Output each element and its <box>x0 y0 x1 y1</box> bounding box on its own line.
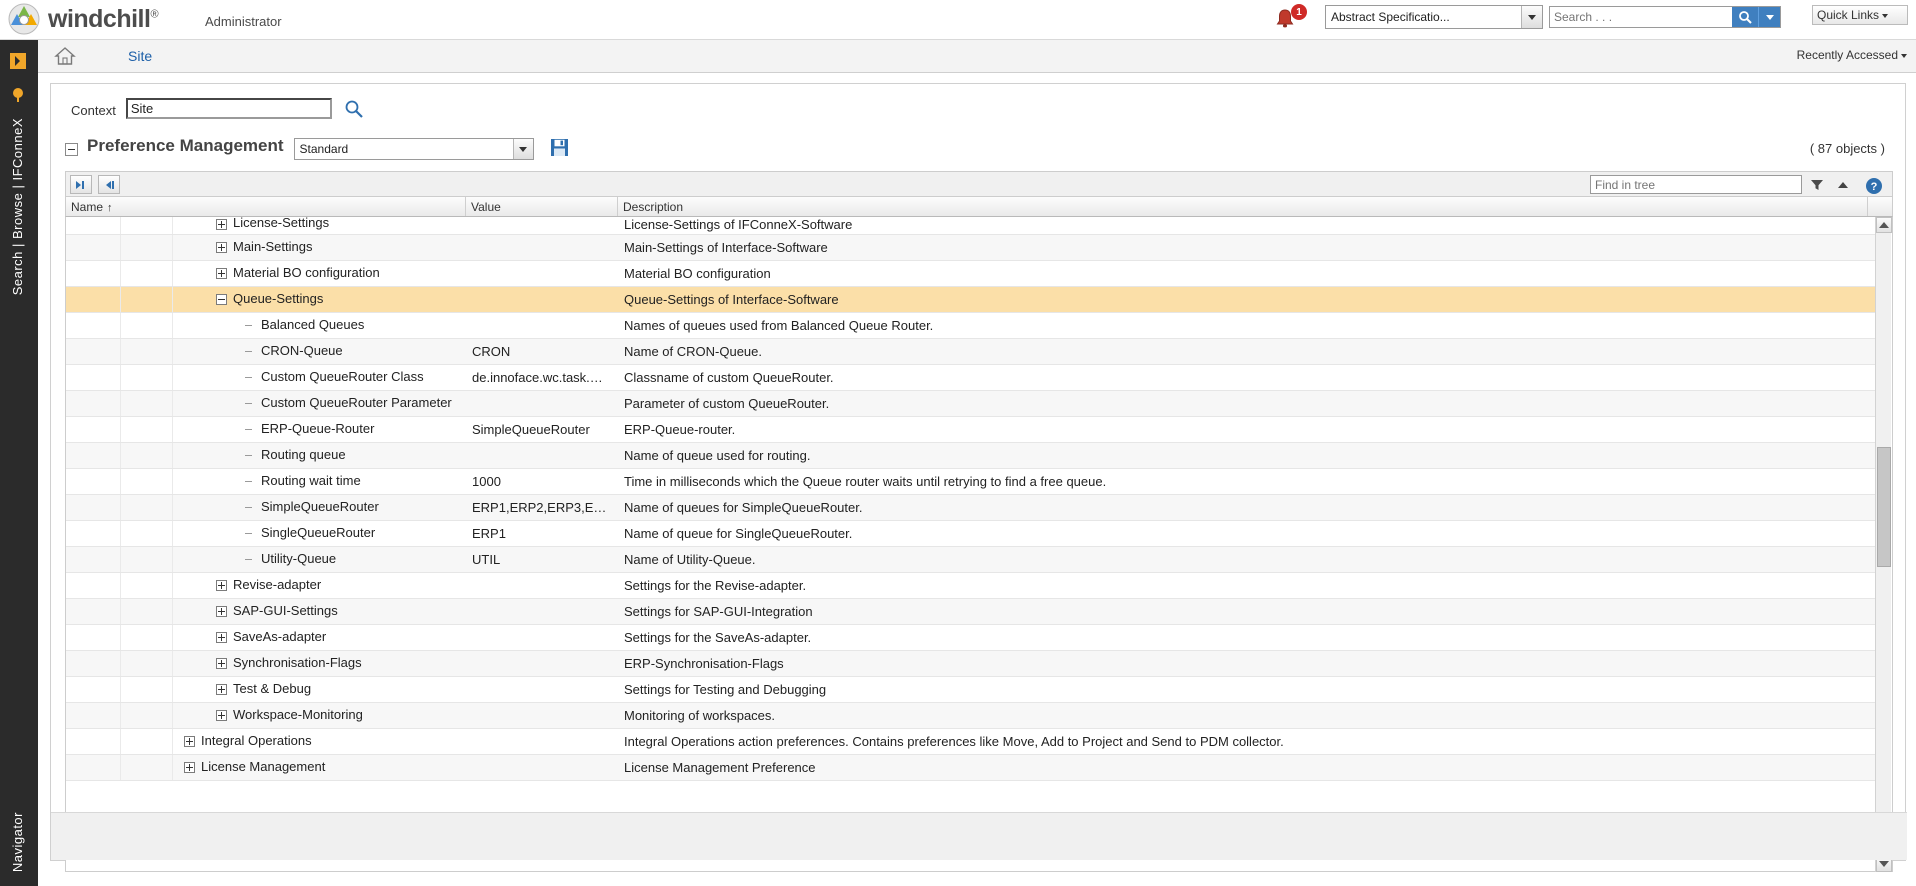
tree-node-label[interactable]: Utility-Queue <box>261 551 337 566</box>
row-gutter <box>121 391 173 416</box>
cell-description: Integral Operations action preferences. Contains preferences like Move, Add to Project and Send to PDM collector. <box>624 734 1284 749</box>
table-row[interactable] <box>66 703 1876 729</box>
column-header-value[interactable]: Value <box>466 197 618 216</box>
row-gutter <box>66 339 121 364</box>
row-gutter <box>66 443 121 468</box>
cell-description: Settings for the SaveAs-adapter. <box>624 630 812 645</box>
cell-value <box>466 703 618 728</box>
cell-description: Settings for Testing and Debugging <box>624 682 827 697</box>
recently-accessed-button[interactable] <box>1796 47 1908 63</box>
row-gutter <box>121 703 173 728</box>
tree-leaf-icon <box>245 429 252 430</box>
notifications-button[interactable] <box>1272 6 1302 36</box>
row-gutter <box>121 365 173 390</box>
row-gutter <box>66 287 121 312</box>
table-row[interactable] <box>66 729 1876 755</box>
save-icon[interactable] <box>550 138 569 160</box>
filter-icon[interactable] <box>1808 176 1826 194</box>
cell-value <box>466 599 618 624</box>
cell-value <box>466 261 618 286</box>
table-row[interactable] <box>66 521 1876 547</box>
cell-value <box>466 235 618 260</box>
table-row[interactable] <box>66 651 1876 677</box>
table-row[interactable] <box>66 599 1876 625</box>
column-header-name[interactable]: Name ↑ <box>66 197 466 216</box>
svg-text:?: ? <box>1870 181 1878 193</box>
tree-leaf-icon <box>245 455 252 456</box>
tree-node-label[interactable]: ERP-Queue-Router <box>261 421 375 436</box>
tree-vertical-scrollbar[interactable] <box>1875 217 1891 872</box>
cell-description: Settings for SAP-GUI-Integration <box>624 604 813 619</box>
tree-node-label[interactable]: License-Settings <box>233 217 330 230</box>
cell-value <box>466 391 618 416</box>
chevron-down-icon[interactable] <box>513 139 533 159</box>
row-gutter <box>121 417 173 442</box>
tree-node-label[interactable]: Routing wait time <box>261 473 361 488</box>
top-bar <box>0 0 1916 40</box>
row-gutter <box>66 625 121 650</box>
row-gutter <box>121 339 173 364</box>
cell-value: ERP1 <box>472 526 506 541</box>
tree-collapse-icon[interactable] <box>216 294 227 305</box>
cell-value <box>466 287 618 312</box>
help-icon[interactable] <box>1864 176 1884 196</box>
table-row[interactable] <box>66 495 1876 521</box>
cell-value <box>466 625 618 650</box>
tree-expand-icon[interactable] <box>216 268 227 279</box>
cell-value: ERP1,ERP2,ERP3,E… <box>472 500 607 515</box>
table-row[interactable] <box>66 469 1876 495</box>
table-row[interactable] <box>66 547 1876 573</box>
tree-expand-icon[interactable] <box>216 684 227 695</box>
tree-expand-icon[interactable] <box>216 632 227 643</box>
context-search-icon[interactable] <box>344 99 364 122</box>
tree-leaf-icon <box>245 377 252 378</box>
profile-dropdown[interactable] <box>294 138 534 160</box>
left-rail <box>0 40 38 886</box>
cell-value: de.innoface.wc.task.… <box>472 370 603 385</box>
context-row <box>71 98 364 122</box>
collapse-all-icon[interactable] <box>98 175 120 194</box>
row-gutter <box>121 625 173 650</box>
windchill-logo-icon <box>8 3 40 35</box>
user-role-label: Administrator <box>205 14 282 29</box>
cell-value <box>466 677 618 702</box>
preference-management-page <box>50 83 1906 861</box>
tree-node-label[interactable]: Revise-adapter <box>233 577 322 592</box>
scroll-up-button[interactable] <box>1876 217 1892 233</box>
row-gutter <box>66 235 121 260</box>
cell-value <box>466 755 618 780</box>
column-header-description[interactable]: Description <box>618 197 1868 216</box>
row-gutter <box>121 521 173 546</box>
tree-expand-icon[interactable] <box>216 219 227 230</box>
cell-description: Monitoring of workspaces. <box>624 708 776 723</box>
row-gutter <box>66 391 121 416</box>
windchill-logo[interactable] <box>8 3 158 35</box>
context-input[interactable] <box>126 98 332 119</box>
object-count: ( 87 objects ) <box>1809 141 1885 156</box>
table-row[interactable] <box>66 391 1876 417</box>
cell-value: CRON <box>472 344 511 359</box>
row-gutter <box>121 547 173 572</box>
tree-leaf-icon <box>245 325 252 326</box>
column-header-extra <box>1868 197 1894 216</box>
row-gutter <box>66 755 121 780</box>
triangle-up-icon[interactable] <box>1834 176 1852 194</box>
tree-node-label[interactable]: Main-Settings <box>233 239 313 254</box>
quick-links-label: Quick Links <box>1817 8 1880 22</box>
tree-node-label[interactable]: SAP-GUI-Settings <box>233 603 338 618</box>
cell-value <box>466 729 618 754</box>
tree-leaf-icon <box>245 481 252 482</box>
context-dropdown-value: Abstract Specificatio... <box>1331 10 1450 24</box>
table-row[interactable] <box>66 417 1876 443</box>
tree-expand-icon[interactable] <box>216 242 227 253</box>
tree-node-label[interactable]: SingleQueueRouter <box>261 525 376 540</box>
panel-collapse-toggle[interactable] <box>65 143 78 156</box>
cell-description: ERP-Queue-router. <box>624 422 736 437</box>
row-gutter <box>121 677 173 702</box>
expand-all-icon[interactable] <box>70 175 92 194</box>
tree-leaf-icon <box>245 403 252 404</box>
row-gutter <box>121 651 173 676</box>
quick-links-button[interactable] <box>1812 5 1908 25</box>
table-row[interactable] <box>66 313 1876 339</box>
cell-description: Name of queues for SimpleQueueRouter. <box>624 500 863 515</box>
row-gutter <box>121 495 173 520</box>
scrollbar-thumb[interactable] <box>1877 447 1891 567</box>
row-gutter <box>121 443 173 468</box>
find-in-tree-field[interactable] <box>1590 175 1802 194</box>
table-row[interactable] <box>66 573 1876 599</box>
row-gutter <box>121 599 173 624</box>
row-gutter <box>121 287 173 312</box>
table-row[interactable] <box>66 443 1876 469</box>
search-input[interactable] <box>1550 7 1728 27</box>
row-gutter <box>66 703 121 728</box>
table-row[interactable] <box>66 235 1876 261</box>
tree-node-label[interactable]: Test & Debug <box>233 681 312 696</box>
table-row[interactable] <box>66 755 1876 781</box>
row-gutter <box>66 261 121 286</box>
tree-expand-icon[interactable] <box>184 736 195 747</box>
tree-node-label[interactable]: Balanced Queues <box>261 317 365 332</box>
row-gutter <box>66 599 121 624</box>
row-gutter <box>66 417 121 442</box>
table-row[interactable] <box>66 677 1876 703</box>
rail-label-navigator[interactable]: Navigator <box>10 811 25 872</box>
cell-value <box>466 651 618 676</box>
profile-dropdown-value: Standard <box>299 142 349 156</box>
tree-expand-icon[interactable] <box>216 580 227 591</box>
tree-node-label[interactable]: SaveAs-adapter <box>233 629 327 644</box>
search-options-chevron-down-icon[interactable] <box>1758 7 1780 27</box>
breadcrumb-site-link[interactable]: Site <box>128 48 153 64</box>
table-row[interactable] <box>66 261 1876 287</box>
context-label: Context <box>71 103 116 118</box>
tree-node-label[interactable]: Material BO configuration <box>233 265 380 280</box>
cell-description: Names of queues used from Balanced Queue Router. <box>624 318 934 333</box>
tree-leaf-icon <box>245 533 252 534</box>
pin-icon[interactable] <box>4 82 32 108</box>
row-gutter <box>121 313 173 338</box>
cell-value: UTIL <box>472 552 501 567</box>
table-row[interactable] <box>66 287 1876 313</box>
tree-leaf-icon <box>245 559 252 560</box>
cell-description: License Management Preference <box>624 760 816 775</box>
cell-value: SimpleQueueRouter <box>472 422 590 437</box>
tree-node-label[interactable]: SimpleQueueRouter <box>261 499 379 514</box>
row-gutter <box>66 547 121 572</box>
cell-description: Time in milliseconds which the Queue router waits until retrying to find a free queue. <box>624 474 1107 489</box>
tree-expand-icon[interactable] <box>216 658 227 669</box>
row-gutter <box>66 677 121 702</box>
cell-description: ERP-Synchronisation-Flags <box>624 656 784 671</box>
find-in-tree-input[interactable] <box>1591 176 1795 193</box>
cell-description: Name of Utility-Queue. <box>624 552 756 567</box>
page-title: Preference Management <box>87 136 284 155</box>
cell-value <box>466 443 618 468</box>
row-gutter <box>66 313 121 338</box>
row-gutter <box>121 469 173 494</box>
cell-description: Main-Settings of Interface-Software <box>624 240 828 255</box>
row-gutter <box>66 365 121 390</box>
cell-value <box>466 573 618 598</box>
cell-description: Name of CRON-Queue. <box>624 344 762 359</box>
row-gutter <box>121 729 173 754</box>
row-gutter <box>66 469 121 494</box>
cell-description: Classname of custom QueueRouter. <box>624 370 834 385</box>
tree-node-label[interactable]: License Management <box>201 759 326 774</box>
row-gutter <box>121 573 173 598</box>
cell-value <box>466 313 618 338</box>
table-row[interactable] <box>66 365 1876 391</box>
notification-count-badge: 1 <box>1291 4 1307 20</box>
search-icon[interactable] <box>1732 7 1758 27</box>
cell-description: License-Settings of IFConneX-Software <box>624 217 853 232</box>
row-gutter <box>121 217 173 235</box>
tree-node-label[interactable]: CRON-Queue <box>261 343 343 358</box>
cell-description: Parameter of custom QueueRouter. <box>624 396 830 411</box>
tree-node-label[interactable]: Custom QueueRouter Class <box>261 369 424 384</box>
global-search[interactable] <box>1549 6 1781 28</box>
cell-description: Settings for the Revise-adapter. <box>624 578 807 593</box>
recently-accessed-label: Recently Accessed <box>1796 48 1898 62</box>
table-row[interactable] <box>66 625 1876 651</box>
tree-leaf-icon <box>245 351 252 352</box>
cell-description: Name of queue used for routing. <box>624 448 811 463</box>
row-gutter <box>66 521 121 546</box>
tree-node-label[interactable]: Queue-Settings <box>233 291 324 306</box>
preference-management-header <box>65 136 569 164</box>
home-icon[interactable] <box>54 46 76 66</box>
tree-node-label[interactable]: Synchronisation-Flags <box>233 655 362 670</box>
tree-expand-icon[interactable] <box>216 710 227 721</box>
row-gutter <box>121 755 173 780</box>
cell-description: Material BO configuration <box>624 266 771 281</box>
table-header <box>65 197 1893 217</box>
row-gutter <box>66 729 121 754</box>
cell-value <box>466 217 618 235</box>
row-gutter <box>121 261 173 286</box>
chevron-down-icon[interactable] <box>1521 6 1542 28</box>
tree-node-label[interactable]: Integral Operations <box>201 733 312 748</box>
tree-expand-icon[interactable] <box>216 606 227 617</box>
row-gutter <box>66 217 121 235</box>
tree-node-label[interactable]: Workspace-Monitoring <box>233 707 363 722</box>
tree-toolbar <box>65 171 1893 197</box>
row-gutter <box>121 235 173 260</box>
tree-expand-icon[interactable] <box>184 762 195 773</box>
table-row[interactable] <box>66 339 1876 365</box>
breadcrumb-bar <box>38 40 1916 73</box>
table-row[interactable] <box>66 217 1876 235</box>
panel-expand-icon[interactable] <box>4 48 32 74</box>
row-gutter <box>66 651 121 676</box>
cell-value: 1000 <box>472 474 501 489</box>
rail-label-search-browse[interactable]: Search | Browse | IFConneX <box>10 118 25 296</box>
product-name: windchill® <box>48 4 159 33</box>
context-dropdown[interactable] <box>1325 5 1543 29</box>
tree-node-label[interactable]: Routing queue <box>261 447 346 462</box>
row-gutter <box>66 495 121 520</box>
tree-node-label[interactable]: Custom QueueRouter Parameter <box>261 395 452 410</box>
tree-leaf-icon <box>245 507 252 508</box>
preference-tree[interactable] <box>65 217 1893 872</box>
page-footer <box>51 812 1907 860</box>
cell-description: Name of queue for SingleQueueRouter. <box>624 526 853 541</box>
row-gutter <box>66 573 121 598</box>
cell-description: Queue-Settings of Interface-Software <box>624 292 839 307</box>
sort-ascending-icon: ↑ <box>107 202 113 214</box>
